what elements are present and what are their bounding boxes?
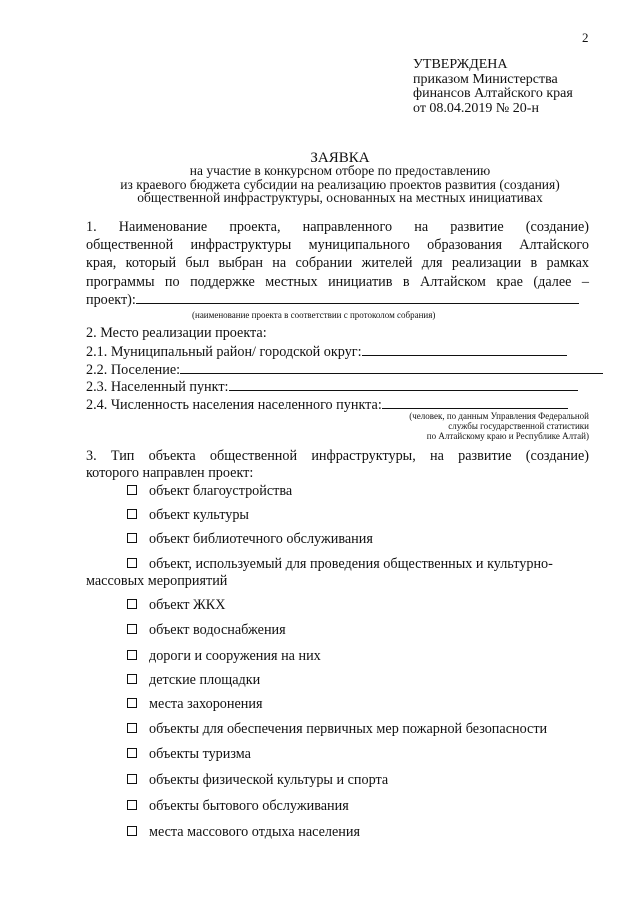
section2-item-3: 2.3. Населенный пункт:	[86, 378, 578, 396]
section1-line-5	[86, 291, 579, 309]
document-title: ЗАЯВКА	[310, 150, 370, 166]
checkbox[interactable]	[127, 558, 137, 568]
option-playgrounds[interactable]: детские площадки	[127, 672, 260, 689]
checkbox[interactable]	[127, 826, 137, 836]
approval-line-2: приказом Министерства	[413, 71, 558, 87]
section3-line-1: 3. Тип объекта общественной инфраструктуры, на развитие (создание)	[86, 448, 589, 464]
section2-item-4: 2.4. Численность населения населенного пункта:	[86, 396, 568, 414]
option-cemeteries[interactable]: места захоронения	[127, 696, 262, 713]
option-landscaping[interactable]: объект благоустройства	[127, 483, 292, 500]
option-library[interactable]: объект библиотечного обслуживания	[127, 531, 373, 548]
project-name-field[interactable]	[136, 291, 579, 304]
district-field[interactable]	[362, 343, 567, 356]
option-sports[interactable]: объекты физической культуры и спорта	[127, 772, 388, 789]
section1-note: (наименование проекта в соответствии с протоколом собрания)	[192, 310, 436, 320]
checkbox[interactable]	[127, 748, 137, 758]
section2-note: (человек, по данным Управления Федеральной службы государственной статистики по Алтайскому краю и Республике Алтай)	[409, 411, 589, 441]
section1-line-1: 1. Наименование проекта, направленного на развитие (создание)	[86, 219, 589, 235]
option-public-events[interactable]: объект, используемый для проведения общественных и культурно-	[127, 556, 553, 573]
settlement-field[interactable]	[180, 361, 603, 374]
subtitle-line-2: из краевого бюджета субсидии на реализацию проектов развития (создания)	[120, 176, 560, 192]
document-subtitle	[0, 164, 640, 205]
option-water-supply[interactable]: объект водоснабжения	[127, 622, 286, 639]
locality-field[interactable]	[229, 378, 578, 391]
approval-stamp	[413, 58, 573, 116]
checkbox[interactable]	[127, 533, 137, 543]
option-housing[interactable]: объект ЖКХ	[127, 597, 225, 614]
checkbox[interactable]	[127, 698, 137, 708]
section1-line-3: края, который был выбран на собрании жителей для реализации в рамках	[86, 255, 589, 271]
population-field[interactable]	[382, 396, 568, 409]
approval-line-3: финансов Алтайского края	[413, 86, 573, 101]
approval-line-1: УТВЕРЖДЕНА	[413, 57, 508, 72]
section2-heading: 2. Место реализации проекта:	[86, 325, 267, 341]
checkbox[interactable]	[127, 650, 137, 660]
checkbox[interactable]	[127, 509, 137, 519]
subtitle-line-3: общественной инфраструктуры, основанных на местных инициативах	[137, 190, 543, 205]
project-label: проект):	[86, 292, 136, 308]
approval-line-4: от 08.04.2019 № 20-н	[413, 100, 539, 116]
option-recreation[interactable]: места массового отдыха населения	[127, 824, 360, 841]
option-tourism[interactable]: объекты туризма	[127, 746, 251, 763]
checkbox[interactable]	[127, 599, 137, 609]
checkbox[interactable]	[127, 723, 137, 733]
option-fire-safety[interactable]: объекты для обеспечения первичных мер пожарной безопасности	[127, 721, 547, 738]
checkbox[interactable]	[127, 674, 137, 684]
checkbox[interactable]	[127, 485, 137, 495]
checkbox[interactable]	[127, 624, 137, 634]
option-culture[interactable]: объект культуры	[127, 507, 249, 524]
section1-line-2: общественной инфраструктуры муниципального образования Алтайского	[86, 237, 589, 253]
section3-line-2: которого направлен проект:	[86, 465, 254, 481]
section2-item-2: 2.2. Поселение:	[86, 361, 603, 379]
checkbox[interactable]	[127, 800, 137, 810]
checkbox[interactable]	[127, 774, 137, 784]
page-number: 2	[582, 30, 589, 45]
option-roads[interactable]: дороги и сооружения на них	[127, 648, 321, 665]
option-consumer-services[interactable]: объекты бытового обслуживания	[127, 798, 349, 815]
section2-item-1: 2.1. Муниципальный район/ городской округ:	[86, 343, 567, 361]
subtitle-line-1: на участие в конкурсном отборе по предоставлению	[189, 163, 491, 178]
option-public-events-cont: массовых мероприятий	[86, 573, 228, 589]
section1-line-4: программы по поддержке местных инициатив в Алтайском крае (далее –	[86, 274, 589, 290]
